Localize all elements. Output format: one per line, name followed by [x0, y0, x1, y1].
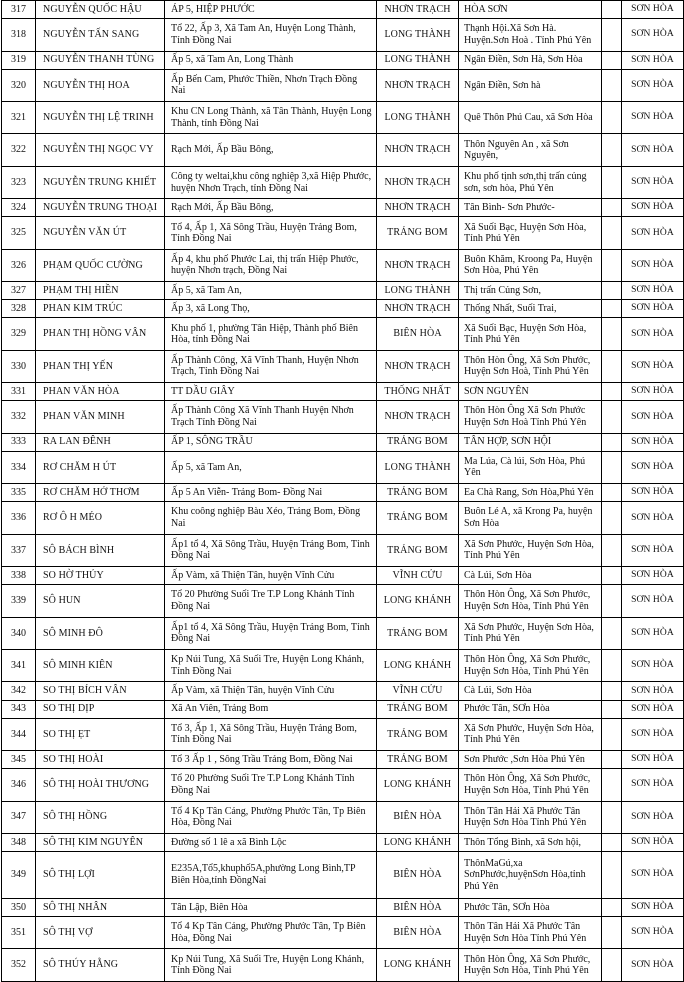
- table-row: [2, 134, 684, 166]
- cell-row-number: 318: [2, 19, 36, 51]
- cell-row-number: 321: [2, 102, 36, 134]
- cell-destination: Thôn Tổng Bình, xã Sơn hội,: [459, 833, 602, 851]
- cell-row-number: 320: [2, 69, 36, 101]
- table-row: [2, 401, 684, 433]
- cell-address: Xã An Viên, Trảng Bom: [165, 700, 377, 718]
- cell-destination: Xã Sơn Phước, Huyện Sơn Hòa, Tỉnh Phú Yên: [459, 534, 602, 566]
- column-gap: [602, 682, 622, 700]
- cell-destination: Phước Tân, SƠn Hòa: [459, 700, 602, 718]
- cell-name: NGUYỄN TẤN SANG: [36, 19, 165, 51]
- table-row: [2, 166, 684, 198]
- cell-address: Tổ 4 Kp Tân Cảng, Phường Phước Tân, Tp Biên Hòa, Đồng Nai: [165, 801, 377, 833]
- cell-province: SƠN HÒA: [622, 617, 684, 649]
- cell-district: NHƠN TRẠCH: [377, 69, 459, 101]
- cell-row-number: 341: [2, 650, 36, 682]
- cell-province: SƠN HÒA: [622, 217, 684, 249]
- cell-destination: Thống Nhất, Suối Trai,: [459, 300, 602, 318]
- cell-province: SƠN HÒA: [622, 484, 684, 502]
- roster-table-body: [2, 1, 684, 982]
- table-row: [2, 51, 684, 69]
- cell-row-number: 351: [2, 916, 36, 948]
- column-gap: [602, 318, 622, 350]
- column-gap: [602, 102, 622, 134]
- cell-name: SÔ THỊ HỒNG: [36, 801, 165, 833]
- cell-address: Ấp1 tổ 4, Xã Sông Trầu, Huyện Trảng Bom, Tỉnh Đồng Nai: [165, 617, 377, 649]
- cell-destination: Thạnh Hội.Xã Sơn Hà. Huyện.Sơn Hoà . Tỉnh Phú Yên: [459, 19, 602, 51]
- table-row: [2, 852, 684, 899]
- cell-province: SƠN HÒA: [622, 102, 684, 134]
- cell-destination: Xã Sơn Phước, Huyện Sơn Hòa, Tỉnh Phú Yên: [459, 617, 602, 649]
- cell-destination: Buôn Khăm, Kroong Pa, Huyện Sơn Hòa, Phú Yên: [459, 249, 602, 281]
- cell-name: NGUYỄN THỊ NGỌC VY: [36, 134, 165, 166]
- cell-district: NHƠN TRẠCH: [377, 350, 459, 382]
- cell-province: SƠN HÒA: [622, 833, 684, 851]
- cell-name: RƠ CHĂM HỞ THƠM: [36, 484, 165, 502]
- cell-row-number: 317: [2, 1, 36, 19]
- table-row: [2, 1, 684, 19]
- cell-district: BIÊN HÒA: [377, 852, 459, 899]
- table-row: [2, 534, 684, 566]
- cell-name: PHAN KIM TRÚC: [36, 300, 165, 318]
- table-row: [2, 502, 684, 534]
- table-row: [2, 650, 684, 682]
- table-row: [2, 700, 684, 718]
- cell-name: SÔ THỊ HOÀI THƯƠNG: [36, 769, 165, 801]
- cell-district: TRẢNG BOM: [377, 718, 459, 750]
- table-row: [2, 769, 684, 801]
- cell-district: LONG THÀNH: [377, 282, 459, 300]
- cell-province: SƠN HÒA: [622, 534, 684, 566]
- table-row: [2, 318, 684, 350]
- cell-destination: Thôn Tân Hải Xã Phước Tân Huyện Sơn Hòa Tỉnh Phú Yên: [459, 801, 602, 833]
- cell-district: LONG KHÁNH: [377, 833, 459, 851]
- cell-name: NGUYỄN QUỐC HẬU: [36, 1, 165, 19]
- cell-name: RA LAN ĐÊNH: [36, 433, 165, 451]
- cell-province: SƠN HÒA: [622, 300, 684, 318]
- cell-address: Kp Núi Tung, Xã Suối Tre, Huyện Long Khánh, Tỉnh Đồng Nai: [165, 650, 377, 682]
- cell-destination: Thôn Hòn Ông, Xã Sơn Phước, Huyện Sơn Hòa, Tỉnh Phú Yên: [459, 769, 602, 801]
- cell-row-number: 345: [2, 751, 36, 769]
- cell-name: SÔ MINH KIÊN: [36, 650, 165, 682]
- column-gap: [602, 916, 622, 948]
- cell-destination: Quê Thôn Phú Cau, xã Sơn Hòa: [459, 102, 602, 134]
- table-row: [2, 69, 684, 101]
- table-row: [2, 350, 684, 382]
- cell-destination: Phước Tân, SƠn Hòa: [459, 898, 602, 916]
- cell-address: Rạch Mới, Ấp Bầu Bông,: [165, 134, 377, 166]
- cell-name: SO HỜ THỦY: [36, 567, 165, 585]
- cell-name: RƠ CHĂM H ÚT: [36, 451, 165, 483]
- cell-province: SƠN HÒA: [622, 433, 684, 451]
- cell-district: NHƠN TRẠCH: [377, 401, 459, 433]
- cell-address: E235A,Tổ5,khuphố5A,phường Long Bình,TP Biên Hòa,tỉnh ĐồngNai: [165, 852, 377, 899]
- column-gap: [602, 199, 622, 217]
- table-row: [2, 898, 684, 916]
- cell-address: Khu coông nghiệp Bàu Xéo, Trảng Bom, Đồng Nai: [165, 502, 377, 534]
- cell-row-number: 334: [2, 451, 36, 483]
- cell-province: SƠN HÒA: [622, 383, 684, 401]
- table-row: [2, 682, 684, 700]
- cell-province: SƠN HÒA: [622, 350, 684, 382]
- column-gap: [602, 51, 622, 69]
- cell-destination: Thôn Hòn Ông, Xã Sơn Phước, Huyện Sơn Hoà, Tỉnh Phú Yên: [459, 350, 602, 382]
- table-row: [2, 916, 684, 948]
- cell-district: BIÊN HÒA: [377, 898, 459, 916]
- column-gap: [602, 401, 622, 433]
- cell-province: SƠN HÒA: [622, 199, 684, 217]
- cell-destination: Thôn Hòn Ông, Xã Sơn Phước, Huyện Sơn Hòa, Tỉnh Phú Yên: [459, 949, 602, 982]
- column-gap: [602, 700, 622, 718]
- cell-name: PHAN THỊ HỒNG VÂN: [36, 318, 165, 350]
- cell-row-number: 331: [2, 383, 36, 401]
- table-row: [2, 102, 684, 134]
- cell-district: LONG THÀNH: [377, 19, 459, 51]
- cell-address: Tổ 4 Kp Tân Cảng, Phường Phước Tân, Tp Biên Hòa, Đồng Nai: [165, 916, 377, 948]
- table-row: [2, 217, 684, 249]
- cell-address: Ấp 5, xã Tam An,: [165, 451, 377, 483]
- cell-name: SÔ THỊ LỢI: [36, 852, 165, 899]
- cell-destination: ThônMaGú,xa SơnPhước,huyệnSơn Hòa,tỉnh Phú Yên: [459, 852, 602, 899]
- column-gap: [602, 833, 622, 851]
- cell-row-number: 342: [2, 682, 36, 700]
- cell-row-number: 335: [2, 484, 36, 502]
- cell-destination: Thôn Hòn Ông, Xã Sơn Phước, Huyện Sơn Hòa, Tỉnh Phú Yên: [459, 585, 602, 617]
- cell-row-number: 337: [2, 534, 36, 566]
- cell-name: SO THỊ HOÀI: [36, 751, 165, 769]
- column-gap: [602, 217, 622, 249]
- table-row: [2, 249, 684, 281]
- cell-district: NHƠN TRẠCH: [377, 166, 459, 198]
- cell-row-number: 327: [2, 282, 36, 300]
- cell-name: NGUYỄN TRUNG KHIẾT: [36, 166, 165, 198]
- cell-address: Ấp Vàm, xã Thiện Tân, huyện Vĩnh Cửu: [165, 682, 377, 700]
- cell-name: NGUYỄN TRUNG THOẠI: [36, 199, 165, 217]
- table-row: [2, 199, 684, 217]
- cell-district: NHƠN TRẠCH: [377, 1, 459, 19]
- cell-province: SƠN HÒA: [622, 166, 684, 198]
- cell-province: SƠN HÒA: [622, 401, 684, 433]
- table-row: [2, 801, 684, 833]
- cell-name: NGUYỄN THỊ LỆ TRINH: [36, 102, 165, 134]
- cell-district: BIÊN HÒA: [377, 801, 459, 833]
- cell-address: Kp Núi Tung, Xã Suối Tre, Huyện Long Khánh, Tỉnh Đồng Nai: [165, 949, 377, 982]
- cell-address: Công ty weltai,khu công nghiệp 3,xã Hiệp Phước, huyện Nhơn Trạch, tỉnh Đồng Nai: [165, 166, 377, 198]
- table-row: [2, 585, 684, 617]
- cell-row-number: 323: [2, 166, 36, 198]
- cell-row-number: 346: [2, 769, 36, 801]
- cell-province: SƠN HÒA: [622, 852, 684, 899]
- table-row: [2, 383, 684, 401]
- cell-province: SƠN HÒA: [622, 949, 684, 982]
- column-gap: [602, 1, 622, 19]
- cell-district: LONG KHÁNH: [377, 769, 459, 801]
- cell-address: Tổ 4, Ấp 1, Xã Sông Trầu, Huyện Trảng Bom, Tỉnh Đồng Nai: [165, 217, 377, 249]
- table-row: [2, 751, 684, 769]
- cell-province: SƠN HÒA: [622, 718, 684, 750]
- column-gap: [602, 69, 622, 101]
- column-gap: [602, 19, 622, 51]
- cell-destination: Tân Bình- Sơn Phước-: [459, 199, 602, 217]
- cell-district: LONG THÀNH: [377, 102, 459, 134]
- cell-district: NHƠN TRẠCH: [377, 199, 459, 217]
- cell-name: SÔ THỊ VỢ: [36, 916, 165, 948]
- cell-province: SƠN HÒA: [622, 585, 684, 617]
- column-gap: [602, 718, 622, 750]
- cell-district: NHƠN TRẠCH: [377, 134, 459, 166]
- cell-address: Tổ 20 Phường Suối Tre T.P Long Khánh Tỉnh Đồng Nai: [165, 769, 377, 801]
- cell-province: SƠN HÒA: [622, 682, 684, 700]
- cell-province: SƠN HÒA: [622, 19, 684, 51]
- column-gap: [602, 350, 622, 382]
- column-gap: [602, 484, 622, 502]
- cell-address: Ấp 4, khu phố Phước Lai, thị trấn Hiệp Phước, huyện Nhơn trạch, Đồng Nai: [165, 249, 377, 281]
- cell-province: SƠN HÒA: [622, 69, 684, 101]
- cell-row-number: 325: [2, 217, 36, 249]
- cell-province: SƠN HÒA: [622, 249, 684, 281]
- table-row: [2, 433, 684, 451]
- cell-row-number: 322: [2, 134, 36, 166]
- cell-destination: SƠN NGUYÊN: [459, 383, 602, 401]
- cell-province: SƠN HÒA: [622, 769, 684, 801]
- cell-address: Tổ 3, Ấp 1, Xã Sông Trầu, Huyện Trảng Bom, Tỉnh Đồng Nai: [165, 718, 377, 750]
- column-gap: [602, 451, 622, 483]
- cell-address: Ấp Thành Công Xã Vĩnh Thanh Huyện Nhơn Trạch Tỉnh Đồng Nai: [165, 401, 377, 433]
- cell-district: THỐNG NHẤT: [377, 383, 459, 401]
- column-gap: [602, 585, 622, 617]
- column-gap: [602, 300, 622, 318]
- column-gap: [602, 433, 622, 451]
- cell-destination: Xã Suối Bạc, Huyện Sơn Hòa, Tỉnh Phú Yên: [459, 217, 602, 249]
- cell-row-number: 324: [2, 199, 36, 217]
- cell-row-number: 332: [2, 401, 36, 433]
- cell-name: NGUYỄN THỊ HOA: [36, 69, 165, 101]
- cell-name: NGUYỄN VĂN ÚT: [36, 217, 165, 249]
- cell-destination: Thôn Tân Hải Xã Phước Tân Huyện Sơn Hòa Tỉnh Phú Yên: [459, 916, 602, 948]
- column-gap: [602, 949, 622, 982]
- column-gap: [602, 852, 622, 899]
- cell-address: Ấp1 tổ 4, Xã Sông Trầu, Huyện Trảng Bom, Tỉnh Đồng Nai: [165, 534, 377, 566]
- cell-province: SƠN HÒA: [622, 751, 684, 769]
- column-gap: [602, 769, 622, 801]
- cell-row-number: 326: [2, 249, 36, 281]
- cell-district: LONG KHÁNH: [377, 585, 459, 617]
- column-gap: [602, 249, 622, 281]
- cell-address: Khu CN Long Thành, xã Tân Thành, Huyện Long Thành, tỉnh Đồng Nai: [165, 102, 377, 134]
- cell-row-number: 328: [2, 300, 36, 318]
- cell-district: LONG KHÁNH: [377, 650, 459, 682]
- cell-district: BIÊN HÒA: [377, 318, 459, 350]
- cell-name: SÔ THỊ KIM NGUYÊN: [36, 833, 165, 851]
- cell-destination: Ma Lúa, Cà lúi, Sơn Hòa, Phú Yên: [459, 451, 602, 483]
- cell-destination: Thị trấn Củng Sơn,: [459, 282, 602, 300]
- cell-destination: Thôn Hòn Ông Xã Sơn Phước Huyện Sơn Hoà Tỉnh Phú Yên: [459, 401, 602, 433]
- cell-province: SƠN HÒA: [622, 567, 684, 585]
- table-row: [2, 300, 684, 318]
- cell-name: PHẠM THỊ HIỀN: [36, 282, 165, 300]
- cell-destination: Khu phố tịnh sơn,thị trấn củng sơn, sơn hòa, Phú Yên: [459, 166, 602, 198]
- cell-district: TRẢNG BOM: [377, 433, 459, 451]
- column-gap: [602, 134, 622, 166]
- cell-province: SƠN HÒA: [622, 502, 684, 534]
- table-row: [2, 282, 684, 300]
- cell-row-number: 347: [2, 801, 36, 833]
- cell-name: PHAN THỊ YẾN: [36, 350, 165, 382]
- cell-address: Tân Lập, Biên Hòa: [165, 898, 377, 916]
- cell-address: Ấp 3, xã Long Thọ,: [165, 300, 377, 318]
- cell-name: PHAN VĂN HÒA: [36, 383, 165, 401]
- column-gap: [602, 801, 622, 833]
- cell-province: SƠN HÒA: [622, 451, 684, 483]
- column-gap: [602, 650, 622, 682]
- cell-district: LONG KHÁNH: [377, 949, 459, 982]
- table-row: [2, 451, 684, 483]
- cell-destination: Xã Sơn Phước, Huyện Sơn Hòa, Tỉnh Phú Yên: [459, 718, 602, 750]
- cell-district: TRẢNG BOM: [377, 617, 459, 649]
- cell-address: Khu phố 1, phường Tân Hiệp, Thành phố Biên Hòa, tỉnh Đồng Nai: [165, 318, 377, 350]
- cell-address: Ấp 5 An Viễn- Trảng Bom- Đồng Nai: [165, 484, 377, 502]
- cell-row-number: 319: [2, 51, 36, 69]
- cell-row-number: 333: [2, 433, 36, 451]
- cell-province: SƠN HÒA: [622, 134, 684, 166]
- cell-destination: Ngân Điền, Sơn Hà, Sơn Hòa: [459, 51, 602, 69]
- cell-district: TRẢNG BOM: [377, 217, 459, 249]
- table-row: [2, 718, 684, 750]
- cell-destination: Ngân Điền, Sơn hà: [459, 69, 602, 101]
- cell-address: TT DẦU GIÂY: [165, 383, 377, 401]
- cell-province: SƠN HÒA: [622, 916, 684, 948]
- cell-district: TRẢNG BOM: [377, 751, 459, 769]
- cell-row-number: 336: [2, 502, 36, 534]
- cell-address: ẤP 1, SÔNG TRẦU: [165, 433, 377, 451]
- cell-province: SƠN HÒA: [622, 318, 684, 350]
- cell-row-number: 349: [2, 852, 36, 899]
- cell-address: Tổ 20 Phường Suối Tre T.P Long Khánh Tỉnh Đồng Nai: [165, 585, 377, 617]
- cell-name: SO THỊ DỊP: [36, 700, 165, 718]
- cell-row-number: 343: [2, 700, 36, 718]
- column-gap: [602, 534, 622, 566]
- cell-address: Đường số 1 lê a xã Bình Lộc: [165, 833, 377, 851]
- cell-name: SÔ BÁCH BÌNH: [36, 534, 165, 566]
- cell-address: Tổ 3 Ấp 1 , Sông Trầu Trảng Bom, Đồng Nai: [165, 751, 377, 769]
- cell-name: RƠ Ô H MÉO: [36, 502, 165, 534]
- cell-destination: Xã Suối Bạc, Huyện Sơn Hòa, Tỉnh Phú Yên: [459, 318, 602, 350]
- cell-row-number: 329: [2, 318, 36, 350]
- roster-table: [1, 0, 684, 982]
- cell-destination: Sơn Phước ,Sơn Hòa Phú Yên: [459, 751, 602, 769]
- column-gap: [602, 898, 622, 916]
- table-row: [2, 484, 684, 502]
- cell-row-number: 338: [2, 567, 36, 585]
- table-row: [2, 567, 684, 585]
- cell-province: SƠN HÒA: [622, 650, 684, 682]
- cell-district: TRẢNG BOM: [377, 484, 459, 502]
- cell-name: SO THỊ ẸT: [36, 718, 165, 750]
- column-gap: [602, 502, 622, 534]
- cell-district: TRẢNG BOM: [377, 700, 459, 718]
- column-gap: [602, 751, 622, 769]
- cell-destination: Ea Chà Rang, Sơn Hòa,Phú Yên: [459, 484, 602, 502]
- cell-name: SO THỊ BÍCH VÂN: [36, 682, 165, 700]
- cell-row-number: 352: [2, 949, 36, 982]
- cell-district: LONG THÀNH: [377, 451, 459, 483]
- cell-name: SÔ HUN: [36, 585, 165, 617]
- table-row: [2, 949, 684, 982]
- cell-name: SÔ THỊ NHÂN: [36, 898, 165, 916]
- cell-district: TRẢNG BOM: [377, 534, 459, 566]
- cell-address: Ấp 5, xã Tam An,: [165, 282, 377, 300]
- column-gap: [602, 166, 622, 198]
- cell-district: VĨNH CỬU: [377, 567, 459, 585]
- cell-name: NGUYỄN THANH TÙNG: [36, 51, 165, 69]
- cell-address: Ấp Thành Công, Xã Vĩnh Thanh, Huyện Nhơn Trạch, Tỉnh Đồng Nai: [165, 350, 377, 382]
- cell-row-number: 348: [2, 833, 36, 851]
- cell-address: ÁP 5, HIỆP PHƯỚC: [165, 1, 377, 19]
- cell-address: Tổ 22, Ấp 3, Xã Tam An, Huyện Long Thành, Tỉnh Đồng Nai: [165, 19, 377, 51]
- column-gap: [602, 383, 622, 401]
- cell-row-number: 339: [2, 585, 36, 617]
- cell-province: SƠN HÒA: [622, 801, 684, 833]
- column-gap: [602, 282, 622, 300]
- column-gap: [602, 617, 622, 649]
- cell-destination: HÒA SƠN: [459, 1, 602, 19]
- cell-row-number: 344: [2, 718, 36, 750]
- cell-row-number: 350: [2, 898, 36, 916]
- cell-name: SÔ THÚY HẰNG: [36, 949, 165, 982]
- cell-address: Ấp 5, xã Tam An, Long Thành: [165, 51, 377, 69]
- cell-destination: Cà Lúi, Sơn Hòa: [459, 682, 602, 700]
- table-row: [2, 617, 684, 649]
- cell-destination: Buôn Lé A, xã Krong Pa, huyện Sơn Hòa: [459, 502, 602, 534]
- cell-address: Ấp Bến Cam, Phước Thiền, Nhơn Trạch Đồng Nai: [165, 69, 377, 101]
- cell-destination: Cà Lúi, Sơn Hòa: [459, 567, 602, 585]
- cell-district: BIÊN HÒA: [377, 916, 459, 948]
- cell-name: PHAN VĂN MINH: [36, 401, 165, 433]
- cell-destination: TÂN HỢP, SƠN HỘI: [459, 433, 602, 451]
- cell-name: PHẠM QUỐC CƯỜNG: [36, 249, 165, 281]
- cell-province: SƠN HÒA: [622, 898, 684, 916]
- cell-address: Rạch Mới, Ấp Bầu Bông,: [165, 199, 377, 217]
- cell-province: SƠN HÒA: [622, 282, 684, 300]
- cell-name: SÔ MINH ĐÔ: [36, 617, 165, 649]
- cell-district: NHƠN TRẠCH: [377, 249, 459, 281]
- cell-destination: Thôn Hòn Ông, Xã Sơn Phước, Huyện Sơn Hòa, Tỉnh Phú Yên: [459, 650, 602, 682]
- cell-row-number: 330: [2, 350, 36, 382]
- table-row: [2, 833, 684, 851]
- cell-row-number: 340: [2, 617, 36, 649]
- cell-destination: Thôn Nguyên An , xã Sơn Nguyên,: [459, 134, 602, 166]
- cell-district: VĨNH CỬU: [377, 682, 459, 700]
- column-gap: [602, 567, 622, 585]
- cell-province: SƠN HÒA: [622, 51, 684, 69]
- cell-province: SƠN HÒA: [622, 1, 684, 19]
- cell-district: NHƠN TRẠCH: [377, 300, 459, 318]
- cell-province: SƠN HÒA: [622, 700, 684, 718]
- cell-district: LONG THÀNH: [377, 51, 459, 69]
- table-row: [2, 19, 684, 51]
- cell-address: Ấp Vàm, xã Thiện Tân, huyện Vĩnh Cửu: [165, 567, 377, 585]
- cell-district: TRẢNG BOM: [377, 502, 459, 534]
